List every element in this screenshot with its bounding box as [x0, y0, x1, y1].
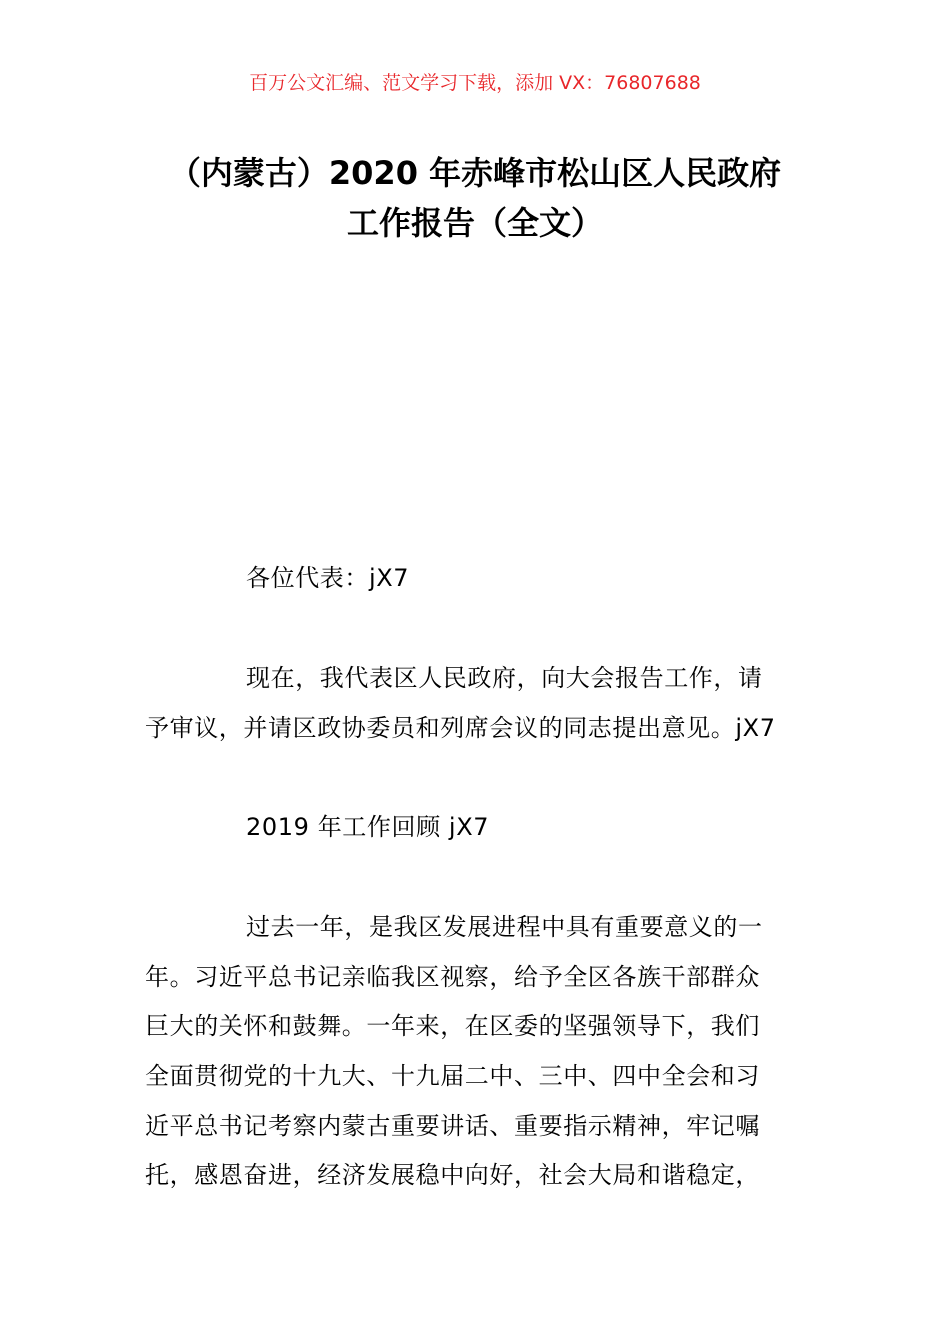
- document-title: [0, 148, 950, 248]
- paragraph-line: 近平总书记考察内蒙古重要讲话、重要指示精神，牢记嘱: [145, 1112, 760, 1140]
- section-heading: 2019 年工作回顾 jX7: [246, 813, 490, 841]
- salutation: 各位代表：jX7: [246, 564, 410, 592]
- paragraph-line: 过去一年，是我区发展进程中具有重要意义的一: [246, 913, 763, 941]
- title-line-2: 工作报告（全文）: [346, 204, 603, 242]
- paragraph-line: 现在，我代表区人民政府，向大会报告工作，请: [246, 664, 763, 692]
- watermark-header: 百万公文汇编、范文学习下载，添加 VX：76807688: [249, 72, 701, 94]
- paragraph-line: 全面贯彻党的十九大、十九届二中、三中、四中全会和习: [145, 1062, 760, 1090]
- paragraph-line: 年。习近平总书记亲临我区视察，给予全区各族干部群众: [145, 963, 760, 991]
- paragraph-line: 巨大的关怀和鼓舞。一年来，在区委的坚强领导下，我们: [145, 1012, 760, 1040]
- paragraph-line: 托，感恩奋进，经济发展稳中向好，社会大局和谐稳定，: [145, 1161, 760, 1189]
- title-line-1: （内蒙古）2020 年赤峰市松山区人民政府: [168, 154, 782, 192]
- paragraph-line: 予审议，并请区政协委员和列席会议的同志提出意见。jX7: [145, 714, 776, 742]
